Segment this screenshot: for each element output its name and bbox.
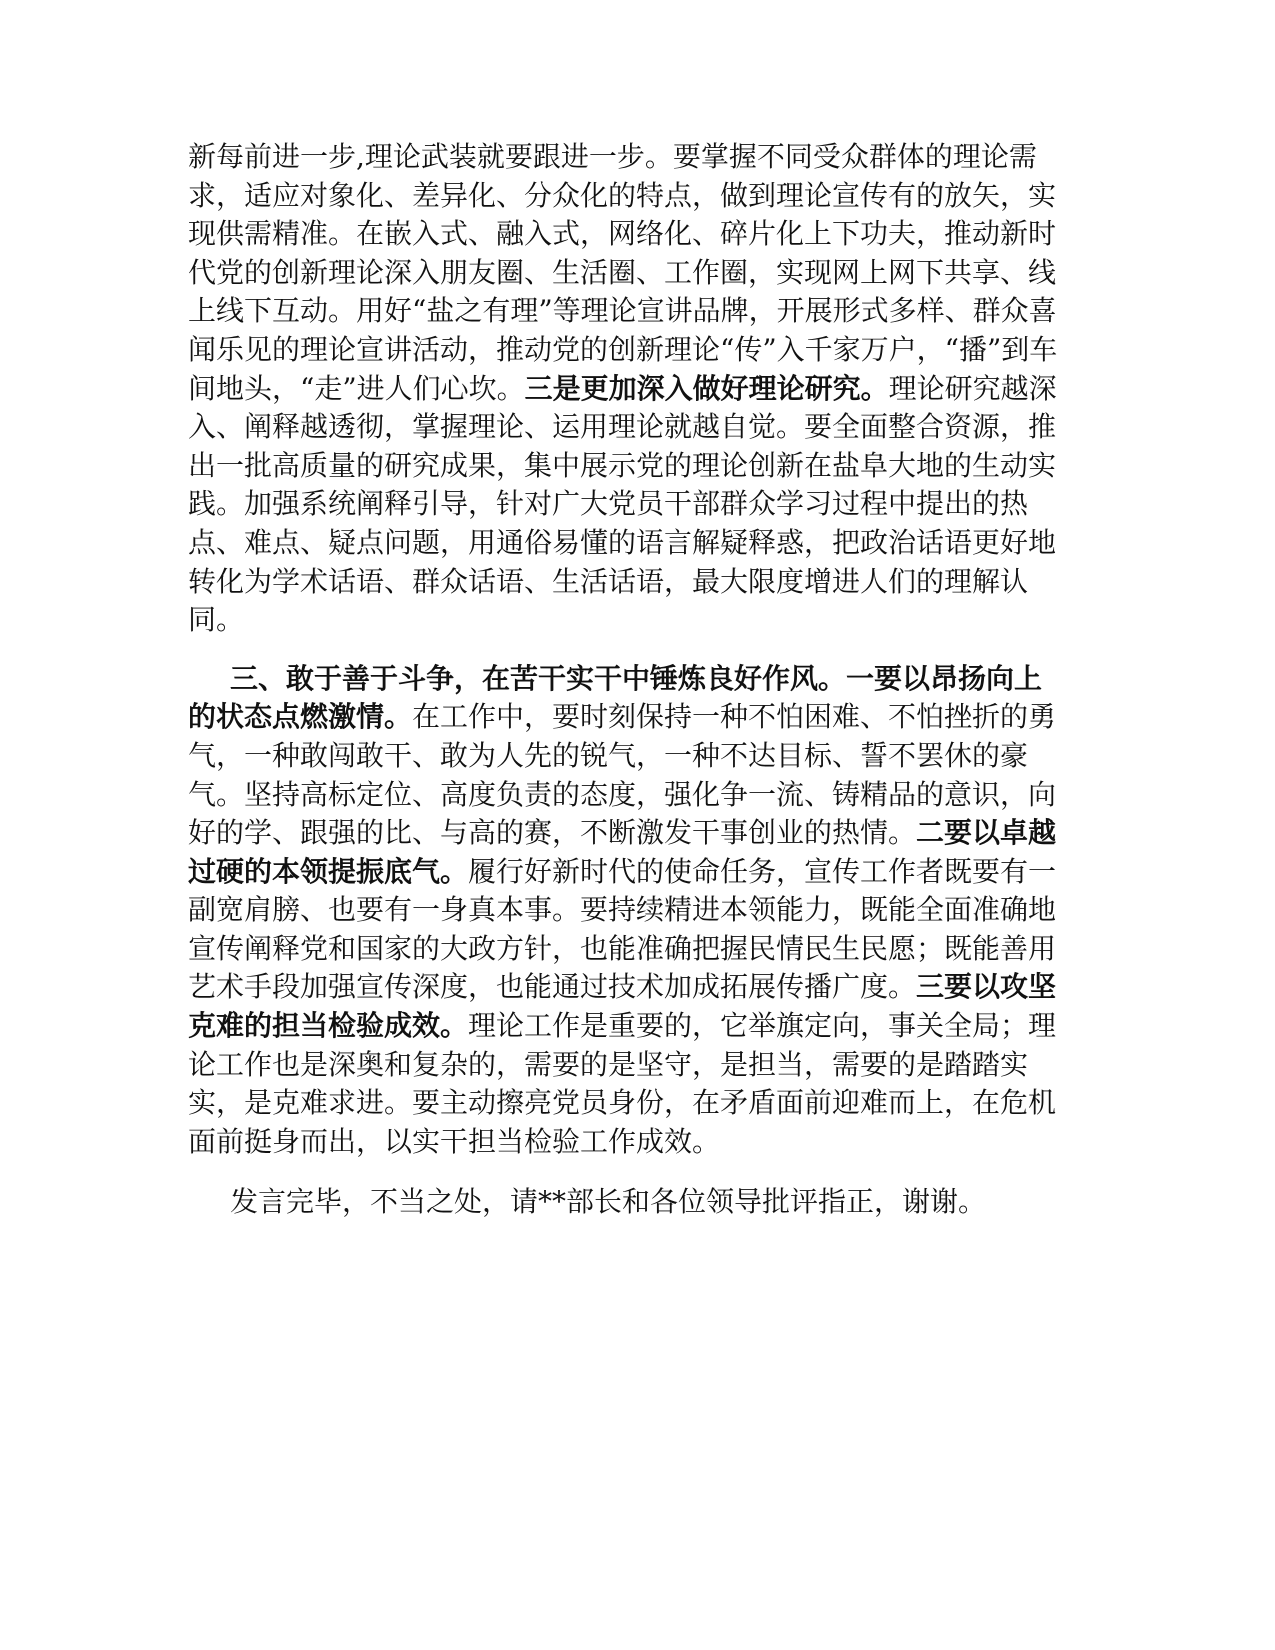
paragraph-section-three [188,660,1068,1162]
bold-heading-theory-research: 三是更加深入做好理论研究。 [524,371,889,405]
closing-text: 发言完毕，不当之处，请**部长和各位领导批评指正，谢谢。 [230,1185,987,1219]
document-page [188,138,1068,1222]
paragraph-text: 履行好新时代的使命任务，宣传工作者既要有一副宽肩膀、也要有一身真本事。要持续精进本领能力，既能全面准确地宣传阐释党和国家的大政方针，也能准确把握民情民生民愿；既能善用艺术手段加强宣传深度，也能通过技术加成拓展传播广度。 [188,854,1057,1004]
paragraph-text: 理论研究越深入、阐释越透彻，掌握理论、运用理论就越自觉。要全面整合资源，推出一批高质量的研究成果，集中展示党的理论创新在盐阜大地的生动实践。加强系统阐释引导，针对广大党员干部群众学习过程中提出的热点、难点、疑点问题，用通俗易懂的语言解疑释惑，把政治话语更好地转化为学术话语、群众话语、生活话语，最大限度增进人们的理解认同。 [188,371,1057,637]
paragraph-text: 新每前进一步,理论武装就要跟进一步。要掌握不同受众群体的理论需求，适应对象化、差异化、分众化的特点，做到理论宣传有的放矢，实现供需精准。在嵌入式、融入式，网络化、碎片化上下功夫，推动新时代党的创新理论深入朋友圈、生活圈、工作圈，实现网上网下共享、线上线下互动。用好“盐之有理”等理论宣讲品牌，开展形式多样、群众喜闻乐见的理论宣讲活动，推动党的创新理论“传”入千家万户，“播”到车间地头，“走”进人们心坎。 [188,140,1058,405]
paragraph-text: 理论工作是重要的，它举旗定向，事关全局；理论工作也是深奥和复杂的，需要的是坚守，是担当，需要的是踏踏实实，是克难求进。要主动擦亮党员身份，在矛盾面前迎难而上，在危机面前挺身而出，以实干担当检验工作成效。 [188,1009,1057,1158]
bold-heading-section-three: 三、敢于善于斗争，在苦干实干中锤炼良好作风。一要以昂扬向上的状态点燃激情。 [188,661,1043,734]
paragraph-closing [188,1183,1068,1222]
paragraph-text: 在工作中，要时刻保持一种不怕困难、不怕挫折的勇气，一种敢闯敢干、敢为人先的锐气，一种不达目标、誓不罢休的豪气。坚持高标定位、高度负责的态度，强化争一流、铸精品的意识，向好的学、跟强的比、与高的赛，不断激发干事创业的热情。 [188,700,1057,850]
bold-heading-skills: 二要以卓越过硬的本领提振底气。 [188,816,1057,888]
paragraph-theory-research [188,138,1068,640]
bold-heading-responsibility: 三要以攻坚克难的担当检验成效。 [188,970,1057,1043]
